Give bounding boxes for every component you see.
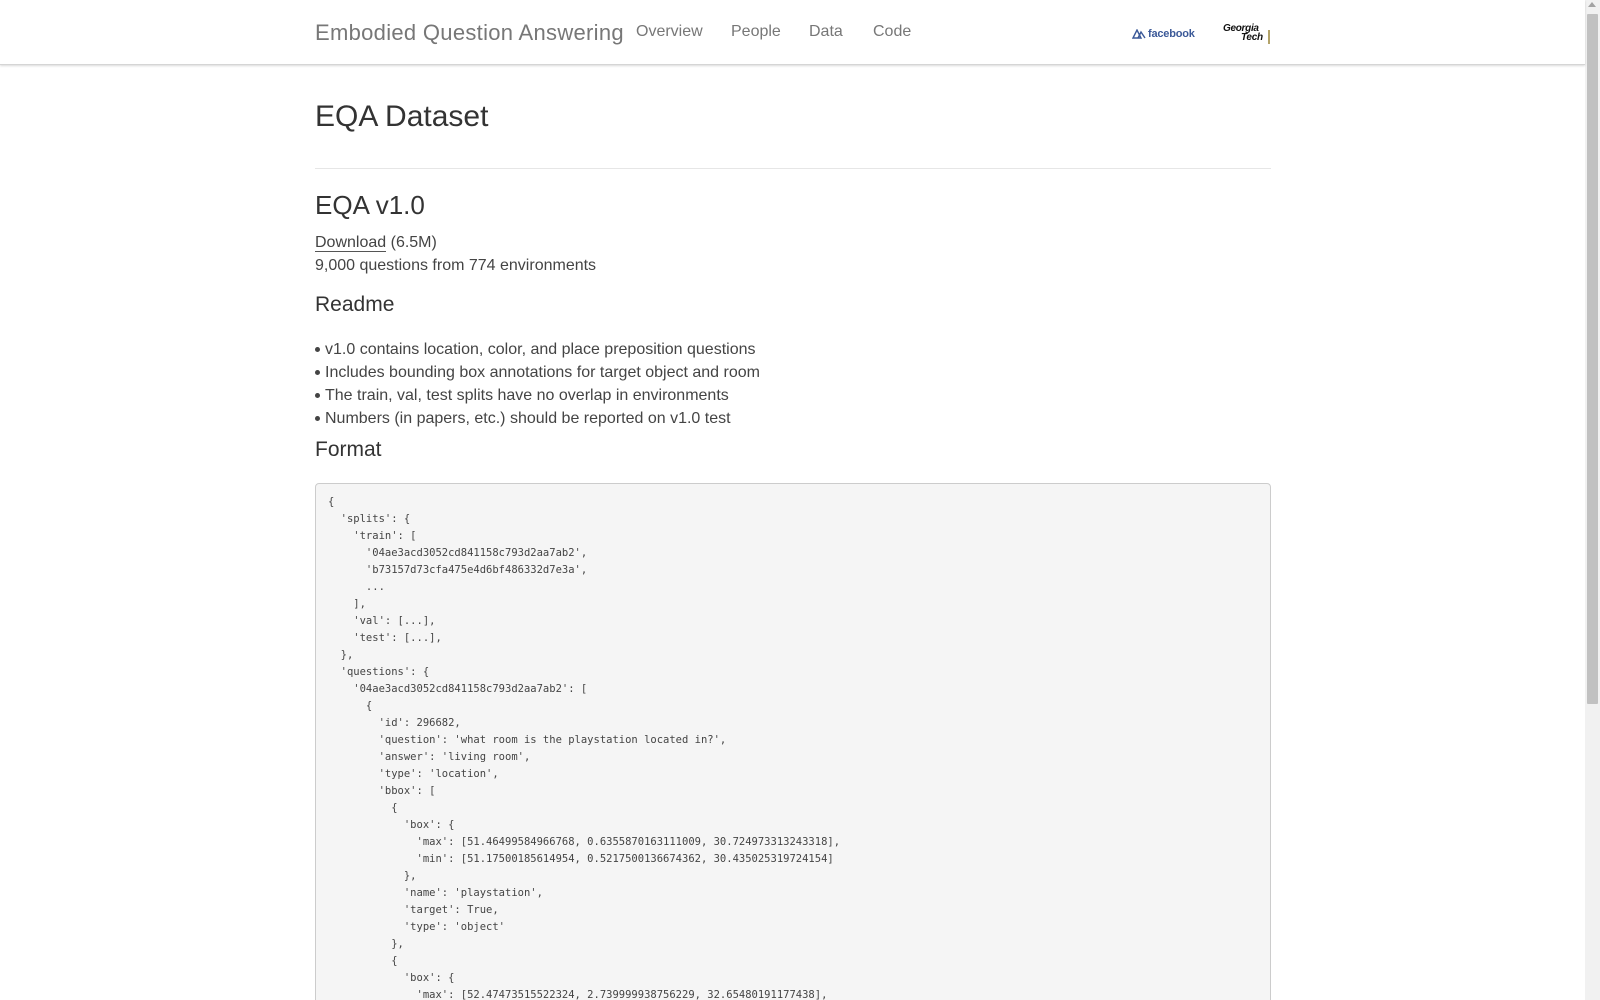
code-line: 'max': [51.46499584966768, 0.6355870163111009, 30.724973313243318],: [328, 836, 841, 848]
facebook-logo[interactable]: [1132, 26, 1195, 42]
code-line: 'train': [: [328, 530, 417, 542]
code-line: 'target': True,: [328, 904, 499, 916]
readme-list: [315, 338, 760, 430]
nav-link-data[interactable]: Data: [809, 23, 843, 40]
readme-item: v1.0 contains location, color, and place preposition questions: [325, 338, 760, 361]
readme-item: Numbers (in papers, etc.) should be reported on v1.0 test: [325, 407, 760, 430]
code-line: 'b73157d73cfa475e4d6bf486332d7e3a',: [328, 564, 588, 576]
site-brand-link[interactable]: Embodied Question Answering: [315, 20, 624, 45]
code-line: 'id': 296682,: [328, 717, 461, 729]
code-line: 'type': 'object': [328, 921, 506, 933]
nav-link-people[interactable]: People: [731, 23, 781, 40]
nav-link-code[interactable]: Code: [873, 23, 912, 40]
gatech-logo-bar: [1268, 30, 1270, 44]
code-line: ],: [328, 598, 366, 610]
code-line: ...: [328, 581, 385, 593]
nav-link-overview[interactable]: Overview: [636, 23, 703, 40]
code-line: 'name': 'playstation',: [328, 887, 543, 899]
code-line: 'answer': 'living room',: [328, 751, 531, 763]
dataset-stats: 9,000 questions from 774 environments: [315, 257, 597, 274]
code-line: {: [328, 955, 398, 967]
main-content: [315, 64, 1271, 1000]
code-line: },: [328, 938, 404, 950]
title-divider: [315, 168, 1271, 169]
gatech-logo-line2: Tech: [1241, 32, 1263, 43]
code-line: 'question': 'what room is the playstation located in?',: [328, 734, 727, 746]
code-line: '04ae3acd3052cd841158c793d2aa7ab2': [: [328, 683, 588, 695]
code-line: 'questions': {: [328, 666, 430, 678]
facebook-mark-icon: [1132, 29, 1146, 39]
gatech-logo-line1: Georgia: [1223, 23, 1259, 34]
format-code-block: [315, 483, 1271, 1000]
code-line: 'box': {: [328, 819, 455, 831]
code-line: 'splits': {: [328, 513, 411, 525]
version-heading: EQA v1.0: [315, 190, 425, 220]
readme-item: Includes bounding box annotations for target object and room: [325, 361, 760, 384]
code-line: {: [328, 496, 335, 508]
scrollbar-thumb[interactable]: [1587, 14, 1598, 704]
code-line: 'min': [51.17500185614954, 0.5217500136674362, 30.435025319724154]: [328, 853, 834, 865]
scroll-up-arrow-icon[interactable]: [1588, 2, 1596, 7]
code-line: },: [328, 649, 354, 661]
code-line: '04ae3acd3052cd841158c793d2aa7ab2',: [328, 547, 588, 559]
code-line: },: [328, 870, 417, 882]
download-size: (6.5M): [390, 234, 437, 251]
code-line: {: [328, 802, 398, 814]
georgia-tech-logo[interactable]: [1223, 24, 1271, 44]
readme-item: The train, val, test splits have no overlap in environments: [325, 384, 760, 407]
code-line: 'bbox': [: [328, 785, 436, 797]
facebook-logo-text: facebook: [1148, 28, 1195, 40]
code-line: 'box': {: [328, 972, 455, 984]
download-link[interactable]: Download: [315, 234, 387, 251]
download-line: [315, 234, 437, 252]
code-line: 'val': [...],: [328, 615, 436, 627]
format-heading: Format: [315, 438, 382, 461]
code-line: 'type': 'location',: [328, 768, 499, 780]
top-navbar: [0, 0, 1585, 65]
code-line: 'max': [52.47473515522324, 2.739999938756229, 32.65480191177438],: [328, 989, 828, 1000]
readme-heading: Readme: [315, 293, 395, 316]
code-line: 'test': [...],: [328, 632, 442, 644]
page-title: EQA Dataset: [315, 100, 489, 133]
code-line: {: [328, 700, 373, 712]
